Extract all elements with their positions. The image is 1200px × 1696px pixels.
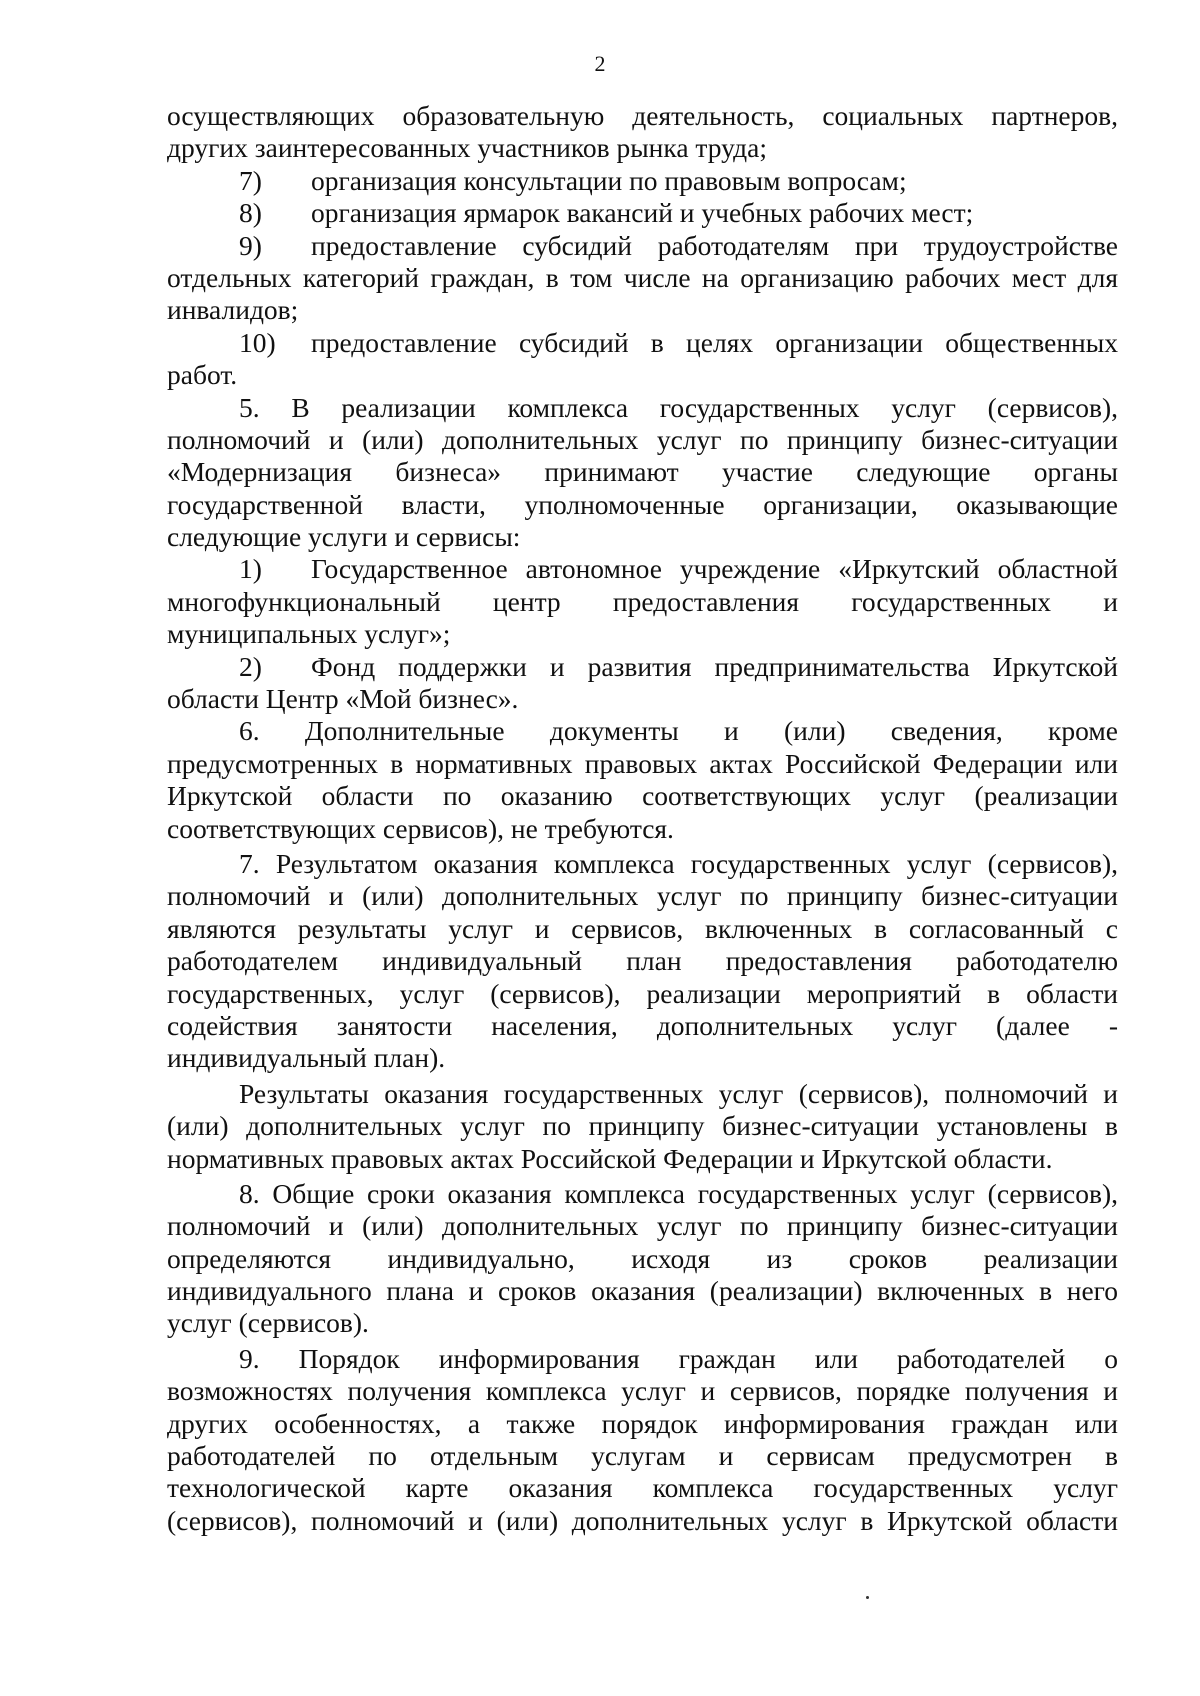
text-line: «Модернизация бизнеса» принимают участие следующие органы xyxy=(167,456,1118,488)
text-line: работодателей по отдельным услугам и сервисам предусмотрен в xyxy=(167,1440,1118,1472)
text-line: возможностях получения комплекса услуг и сервисов, порядке получения и xyxy=(167,1375,1118,1407)
text-line: являются результаты услуг и сервисов, включенных в согласованный с xyxy=(167,912,1118,944)
text-line: предусмотренных в нормативных правовых актах Российской Федерации или xyxy=(167,747,1118,779)
text-line: определяются индивидуально, исходя из сроков реализации xyxy=(167,1242,1118,1274)
text-line: государственной власти, уполномоченные организации, оказывающие xyxy=(167,488,1118,520)
text-line: муниципальных услуг»; xyxy=(167,618,451,650)
text-line: Иркутской области по оказанию соответствующих услуг (реализации xyxy=(167,780,1118,812)
paragraph-5 xyxy=(167,392,1118,554)
text-line: работ. xyxy=(167,359,238,391)
text-line: следующие услуги и сервисы: xyxy=(167,521,521,553)
paragraph-8 xyxy=(167,1178,1118,1340)
list-item-9 xyxy=(167,230,1118,327)
text-line: услуг (сервисов). xyxy=(167,1307,369,1339)
paragraph-7 xyxy=(167,848,1118,1075)
page-number: 2 xyxy=(594,51,606,76)
list-item-first-line xyxy=(167,553,1118,585)
text-line: Результаты оказания государственных услуг (сервисов), полномочий и xyxy=(239,1077,1118,1109)
text-line: полномочий и (или) дополнительных услуг по принципу бизнес-ситуации xyxy=(167,423,1118,455)
list-text: Государственное автономное учреждение «Иркутский областной xyxy=(311,553,1118,585)
list-number: 7) xyxy=(239,164,262,196)
list-item-10 xyxy=(167,327,1118,392)
list-item-first-line xyxy=(167,327,1118,359)
text-line: отдельных категорий граждан, в том числе на организацию рабочих мест для xyxy=(167,261,1118,293)
list-number: 8) xyxy=(239,197,262,229)
text-line: технологической карте оказания комплекса государственных услуг xyxy=(167,1472,1118,1504)
text-line: государственных, услуг (сервисов), реализации мероприятий в области xyxy=(167,977,1118,1009)
text-line: 6. Дополнительные документы и (или) сведения, кроме xyxy=(239,715,1118,747)
text-line: 9. Порядок информирования граждан или работодателей о xyxy=(239,1342,1118,1374)
text-line: нормативных правовых актах Российской Федерации и Иркутской области. xyxy=(167,1142,1053,1174)
text-line: 5. В реализации комплекса государственных услуг (сервисов), xyxy=(239,391,1118,423)
paragraph-7-results xyxy=(167,1078,1118,1175)
text-line: инвалидов; xyxy=(167,294,299,326)
list-text: организация ярмарок вакансий и учебных рабочих мест; xyxy=(311,197,974,229)
list-text: предоставление субсидий в целях организации общественных xyxy=(311,326,1118,358)
list-item-first-line xyxy=(167,230,1118,262)
text-line: осуществляющих образовательную деятельность, социальных партнеров, xyxy=(167,100,1118,131)
list-number: 2) xyxy=(239,650,262,682)
sub-item-1 xyxy=(167,553,1118,650)
text-line: области Центр «Мой бизнес». xyxy=(167,683,519,715)
list-item-8 xyxy=(167,197,1118,229)
paragraph-9 xyxy=(167,1343,1118,1537)
text-line: индивидуального плана и сроков оказания (реализации) включенных в него xyxy=(167,1275,1118,1307)
list-text: предоставление субсидий работодателям при трудоустройстве xyxy=(311,229,1118,261)
list-item-7 xyxy=(167,165,1118,197)
text-line: (сервисов), полномочий и (или) дополнительных услуг в Иркутской области xyxy=(167,1504,1118,1536)
text-line: (или) дополнительных услуг по принципу бизнес-ситуации установлены в xyxy=(167,1110,1118,1142)
list-number: 10) xyxy=(239,326,276,358)
text-line: соответствующих сервисов), не требуются. xyxy=(167,812,674,844)
text-line: 7. Результатом оказания комплекса государственных услуг (сервисов), xyxy=(239,847,1118,879)
sub-item-2 xyxy=(167,651,1118,716)
paragraph-continuation xyxy=(167,100,1118,165)
list-item-first-line xyxy=(167,651,1118,683)
text-line: индивидуальный план). xyxy=(167,1042,446,1074)
list-number: 1) xyxy=(239,553,262,585)
text-line: содействия занятости населения, дополнительных услуг (далее - xyxy=(167,1009,1118,1041)
text-line: 8. Общие сроки оказания комплекса государственных услуг (сервисов), xyxy=(239,1177,1118,1209)
paragraph-6 xyxy=(167,715,1118,845)
text-line: других особенностях, а также порядок информирования граждан или xyxy=(167,1407,1118,1439)
text-line: полномочий и (или) дополнительных услуг по принципу бизнес-ситуации xyxy=(167,1210,1118,1242)
text-line: полномочий и (или) дополнительных услуг по принципу бизнес-ситуации xyxy=(167,880,1118,912)
text-line: других заинтересованных участников рынка труда; xyxy=(167,132,768,164)
scan-speck xyxy=(866,1596,869,1599)
list-text: организация консультации по правовым вопросам; xyxy=(311,164,907,196)
list-text: Фонд поддержки и развития предпринимательства Иркутской xyxy=(311,650,1118,682)
list-number: 9) xyxy=(239,229,262,261)
text-line: многофункциональный центр предоставления государственных и xyxy=(167,585,1118,617)
text-line: работодателем индивидуальный план предоставления работодателю xyxy=(167,945,1118,977)
document-body xyxy=(167,100,1118,1537)
